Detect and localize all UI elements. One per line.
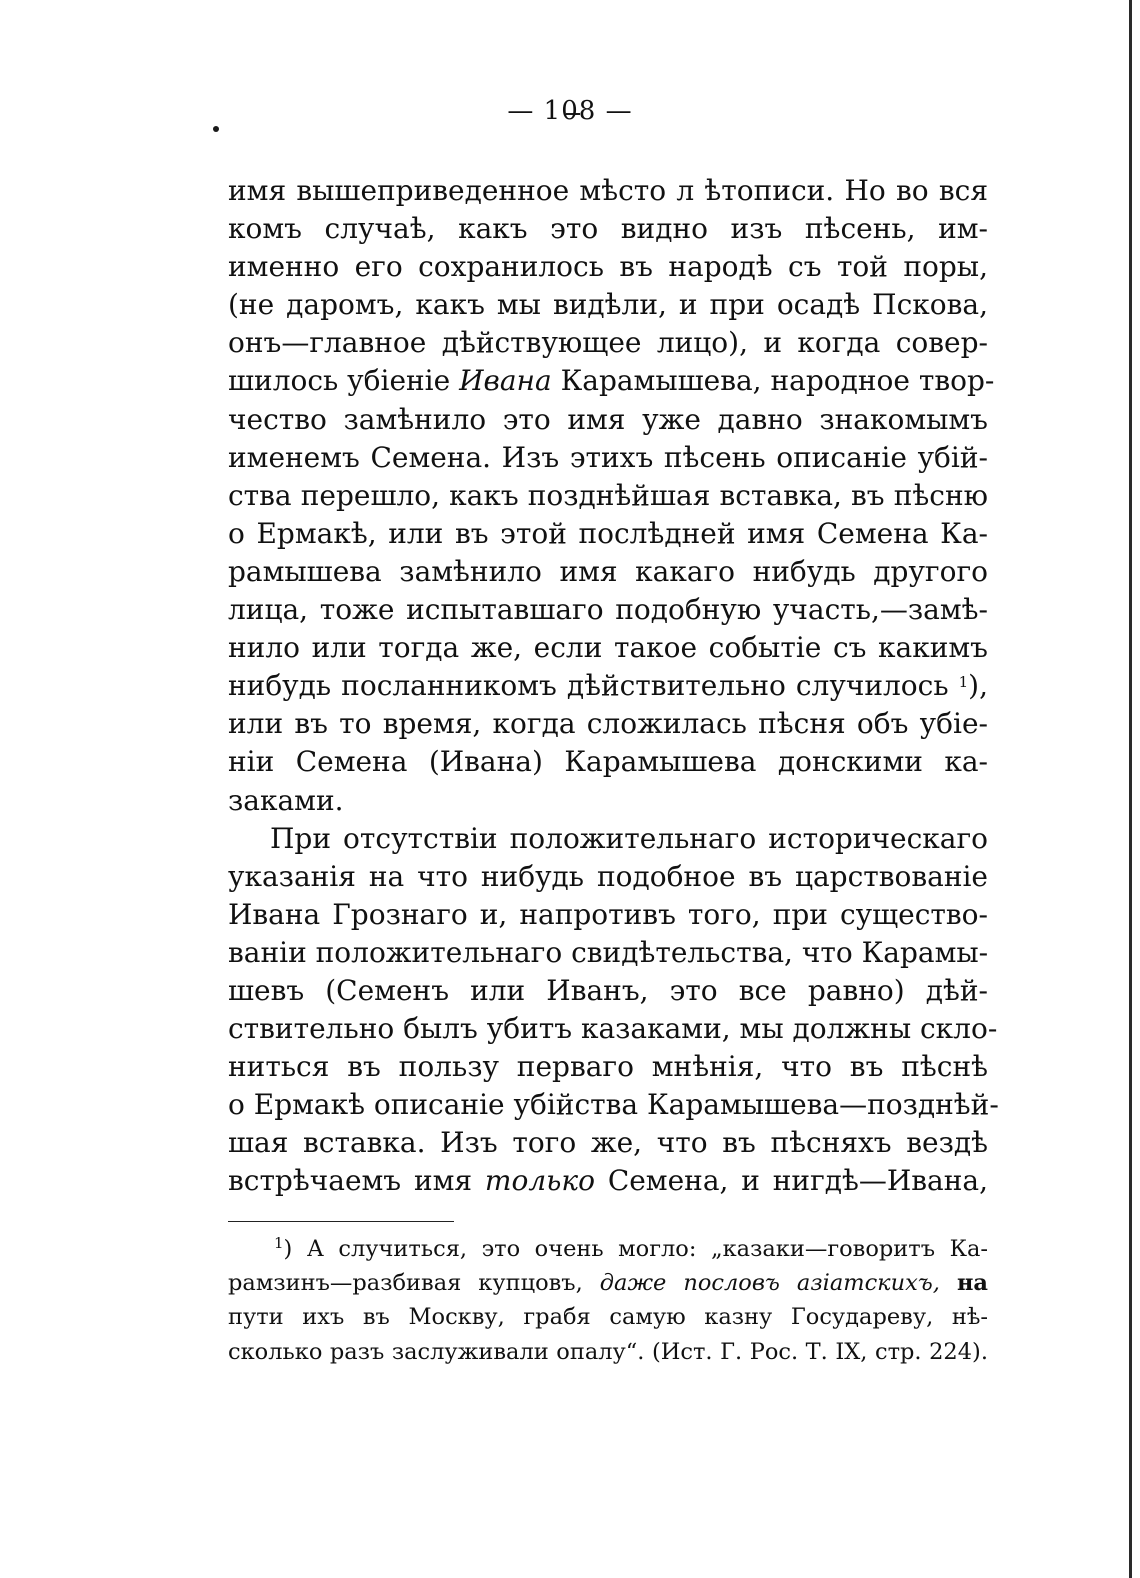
- footnote-line: сколько разъ заслуживали опалу“. (Ист. Г. Рос. Т. IX, стр. 224).: [228, 1338, 988, 1365]
- footnote-text: рамзинъ—разбивая купцовъ,: [228, 1270, 583, 1297]
- page-edge: [1129, 0, 1132, 1578]
- text-line: нило или тогда же, если такое событіе съ какимъ: [228, 631, 988, 665]
- footnote-line: [228, 1232, 988, 1266]
- footnote-marker: 1: [274, 1233, 284, 1252]
- text-line: имя вышеприведенное мѣсто л ѣтописи. Но во вся: [228, 174, 988, 207]
- text-line: При отсутствіи положительнаго историческаго: [270, 821, 988, 855]
- text-fragment: встрѣчаемъ имя: [228, 1164, 473, 1198]
- text-line: именно его сохранилось въ народѣ съ той поры,: [228, 250, 988, 284]
- text-line: шая вставка. Изъ того же, что въ пѣсняхъ вездѣ: [228, 1126, 988, 1160]
- text-line: рамышева замѣнило имя какаго нибудь другого: [228, 554, 988, 588]
- text-line: лица, тоже испытавшаго подобную участь,—замѣ-: [228, 593, 988, 627]
- text-line: [228, 667, 988, 705]
- text-line: Ивана Грознаго и, напротивъ того, при существо-: [228, 897, 988, 931]
- text-fragment: Карамышева, народное твор-: [560, 364, 995, 398]
- footnote-line: пути ихъ въ Москву, грабя самую казну Государеву, нѣ-: [228, 1304, 988, 1331]
- footnote-italic: даже пословъ азіатскихъ,: [599, 1270, 940, 1297]
- text-line: о Ермакѣ, или въ этой послѣдней имя Семена Ка-: [228, 516, 988, 550]
- footnote-text: ) А случиться, это очень могло: „казаки—говоритъ Ка-: [283, 1236, 988, 1262]
- text-fragment: ),: [968, 669, 988, 703]
- text-line: ства перешло, какъ позднѣйшая вставка, въ пѣсню: [228, 478, 988, 512]
- footnote-ref[interactable]: 1: [958, 672, 969, 691]
- text-line: или въ то время, когда сложилась пѣсня объ убіе-: [228, 707, 988, 741]
- text-line: ніи Семена (Ивана) Карамышева донскими ка-: [228, 745, 988, 779]
- text-fragment: шилось убіеніе: [228, 364, 451, 398]
- text-line: шевъ (Семенъ или Иванъ, это все равно) дѣй-: [228, 973, 988, 1007]
- footnote: [228, 1232, 988, 1369]
- text-line: комъ случаѣ, какъ это видно изъ пѣсень, им-: [228, 212, 988, 246]
- footnote-line: [228, 1266, 988, 1300]
- text-line: о Ермакѣ описаніе убійства Карамышева—позднѣй-: [228, 1088, 999, 1122]
- text-line: онъ—главное дѣйствующее лицо), и когда совер-: [228, 326, 988, 360]
- footnote-divider: [228, 1221, 454, 1222]
- text-line: именемъ Семена. Изъ этихъ пѣсень описаніе убій-: [228, 440, 988, 474]
- italic-word: только: [484, 1164, 595, 1198]
- text-line: [228, 1162, 988, 1200]
- footnote-text: на: [956, 1270, 988, 1297]
- text-line: [228, 362, 995, 400]
- text-fragment: нибудь посланникомъ дѣйствительно случилось: [228, 669, 949, 703]
- text-line: (не даромъ, какъ мы видѣли, и при осадѣ Пскова,: [228, 288, 988, 322]
- italic-name: Ивана: [459, 364, 552, 398]
- text-line: ваніи положительнаго свидѣтельства, что Карамы-: [228, 935, 989, 969]
- ink-speck: [213, 126, 219, 132]
- main-text: [228, 172, 999, 1201]
- page-number: — 108 —: [507, 96, 633, 126]
- text-line: ствительно былъ убитъ казаками, мы должны скло-: [228, 1012, 998, 1046]
- text-line: указанія на что нибудь подобное въ царствованіе: [228, 859, 988, 893]
- text-line: ниться въ пользу перваго мнѣнія, что въ пѣснѣ: [228, 1050, 988, 1084]
- text-line: заками.: [228, 783, 344, 817]
- text-line: чество замѣнило это имя уже давно знакомымъ: [228, 402, 988, 436]
- text-fragment: Семена, и нигдѣ—Ивана,: [607, 1164, 988, 1198]
